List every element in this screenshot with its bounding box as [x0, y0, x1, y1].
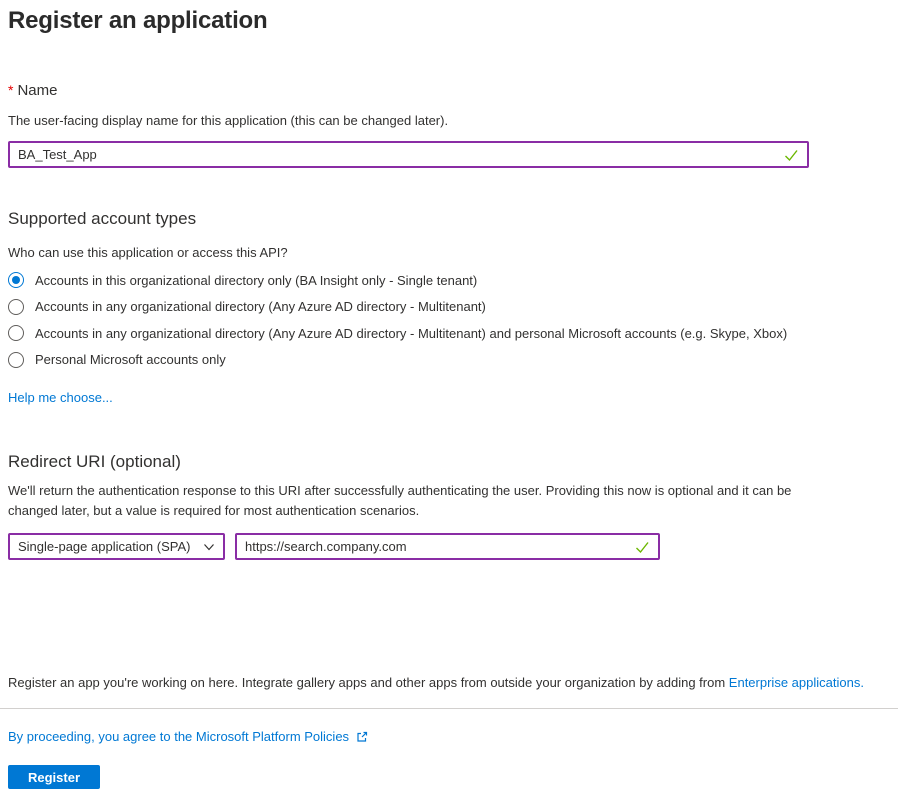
platform-dropdown[interactable] — [8, 533, 225, 560]
name-field-label — [8, 82, 57, 99]
app-name-input-container — [8, 141, 809, 168]
footer-note — [8, 675, 864, 690]
redirect-uri-controls — [8, 533, 660, 560]
register-button[interactable]: Register — [8, 765, 100, 789]
radio-button-icon — [8, 352, 24, 368]
chevron-down-icon — [203, 541, 215, 553]
redirect-uri-hint: We'll return the authentication response to this URI after successfully authenticating the user. Providing this now is optional and it can be changed later, but a value is required for most authentication scenarios. — [8, 483, 792, 518]
radio-multitenant-personal[interactable] — [8, 323, 787, 343]
platform-dropdown-value: Single-page application (SPA) — [18, 539, 191, 554]
app-name-input[interactable] — [10, 143, 783, 166]
footer-divider — [0, 708, 898, 709]
checkmark-icon — [783, 147, 799, 163]
account-types-radio-group — [8, 270, 787, 376]
policy-row — [8, 729, 369, 744]
platform-policies-link[interactable]: By proceeding, you agree to the Microsoft Platform Policies — [8, 729, 350, 744]
redirect-uri-input-container — [235, 533, 660, 560]
required-asterisk: * — [8, 82, 14, 98]
radio-label: Accounts in any organizational directory (Any Azure AD directory - Multitenant) — [35, 299, 486, 314]
radio-button-icon — [8, 272, 24, 288]
footer-note-text: Register an app you're working on here. Integrate gallery apps and other apps from outside your organization by adding from — [8, 675, 729, 690]
radio-button-icon — [8, 325, 24, 341]
account-types-question: Who can use this application or access this API? — [8, 245, 288, 260]
external-link-icon[interactable] — [355, 730, 369, 744]
radio-multitenant[interactable] — [8, 297, 787, 317]
redirect-uri-heading: Redirect URI (optional) — [8, 452, 181, 471]
checkmark-icon — [634, 539, 650, 555]
name-label-text: Name — [17, 82, 58, 99]
radio-single-tenant[interactable] — [8, 270, 787, 290]
radio-button-icon — [8, 299, 24, 315]
radio-label: Accounts in any organizational directory (Any Azure AD directory - Multitenant) and personal Microsoft accounts (e.g. Skype, Xbox) — [35, 325, 788, 341]
redirect-uri-input[interactable] — [237, 535, 634, 558]
supported-account-types-heading: Supported account types — [8, 209, 197, 228]
enterprise-applications-link[interactable]: Enterprise applications. — [728, 675, 864, 690]
radio-label: Personal Microsoft accounts only — [35, 352, 226, 367]
name-field-hint: The user-facing display name for this application (this can be changed later). — [8, 113, 449, 128]
help-me-choose-link[interactable]: Help me choose... — [8, 390, 113, 405]
radio-personal-only[interactable] — [8, 350, 787, 370]
radio-label: Accounts in this organizational directory only (BA Insight only - Single tenant) — [35, 272, 478, 288]
page-title: Register an application — [8, 7, 268, 34]
